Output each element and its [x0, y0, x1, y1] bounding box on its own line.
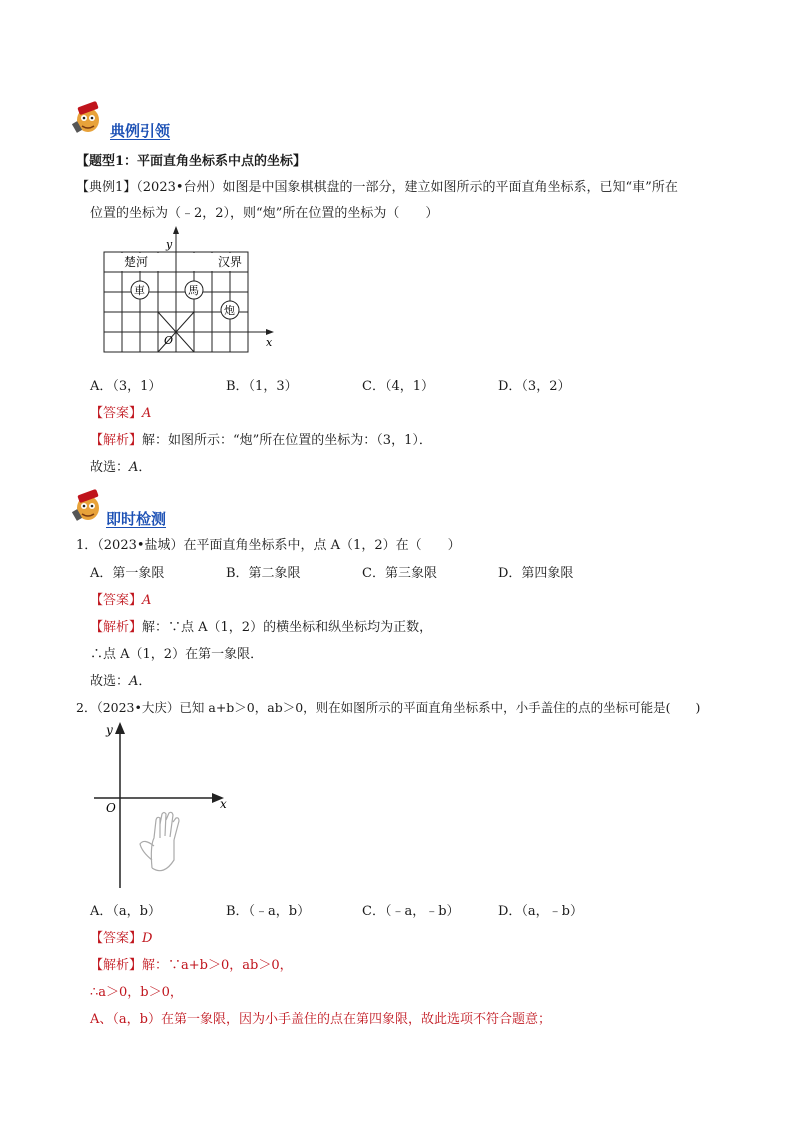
option-d: D．（3，2） — [498, 379, 571, 394]
q2-origin-label: O — [106, 801, 116, 815]
conclusion-prefix: 故选： — [90, 674, 130, 689]
answer-tag: 【答案】 — [90, 931, 143, 946]
analysis-text: 解：∵a+b＞0，ab＞0， — [142, 958, 293, 973]
analysis-text: 解：如图所示：“炮”所在位置的坐标为：（3，1）． — [142, 433, 432, 448]
q2-option-b: B．（﹣a，b） — [226, 904, 311, 919]
answer-value: A — [142, 406, 152, 421]
option-a: A．（3，1） — [90, 379, 162, 394]
q2-axes-figure — [94, 720, 244, 890]
origin-label: O — [164, 334, 174, 347]
conclusion-prefix: 故选： — [90, 460, 130, 475]
example-text-line2: 位置的坐标为（﹣2，2），则“炮”所在位置的坐标为（ ） — [90, 206, 439, 221]
conclusion-line — [90, 456, 151, 475]
q1-option-a: A．第一象限 — [90, 566, 165, 581]
answer-value: A — [142, 593, 152, 608]
q2-option-d: D．（a，﹣b） — [498, 904, 583, 919]
q2-analysis-line2: ∴a＞0，b＞0， — [90, 985, 183, 1000]
q2-answer-line — [90, 927, 152, 946]
q2-text: 2．（2023•大庆）已知 a+b＞0，ab＞0，则在如图所示的平面直角坐标系中，小手盖住的点的坐标可能是( ) — [76, 700, 701, 715]
option-b: B．（1，3） — [226, 379, 298, 394]
mascot-icon — [72, 486, 104, 528]
q1-analysis-line — [90, 616, 432, 635]
q1-analysis-line2: ∴点 A（1，2）在第一象限． — [90, 647, 264, 662]
q1-option-b: B．第二象限 — [226, 566, 301, 581]
piece-ma: 馬 — [188, 284, 199, 297]
q1-text: 1．（2023•盐城）在平面直角坐标系中，点 A（1，2）在（ ） — [76, 538, 461, 553]
q2-axis-y-label: y — [106, 723, 113, 737]
conclusion-suffix: ． — [138, 674, 152, 689]
q1-answer-line — [90, 589, 151, 608]
question-type-heading: 【题型1：平面直角坐标系中点的坐标】 — [76, 154, 307, 169]
answer-line — [90, 402, 151, 421]
piece-pao: 炮 — [224, 304, 235, 317]
hand-icon — [140, 812, 179, 870]
option-c: C．（4，1） — [362, 379, 434, 394]
q1-option-c: C．第三象限 — [362, 566, 437, 581]
conclusion-value: A — [129, 460, 139, 475]
example-text-line1: 【典例1】（2023•台州）如图是中国象棋棋盘的一部分，建立如图所示的平面直角坐标系，已知“車”所在 — [76, 180, 678, 195]
analysis-text: 解：∵点 A（1，2）的横坐标和纵坐标均为正数， — [142, 620, 433, 635]
analysis-tag: 【解析】 — [90, 958, 143, 973]
answer-tag: 【答案】 — [90, 406, 143, 421]
q1-option-d: D．第四象限 — [498, 566, 574, 581]
board-label-left: 楚河 — [124, 255, 149, 269]
q2-analysis-line — [90, 954, 293, 973]
section-title: 即时检测 — [106, 510, 167, 528]
axis-x-label: x — [266, 336, 273, 349]
section-title: 典例引领 — [110, 122, 171, 140]
board-label-right: 汉界 — [218, 255, 243, 269]
q2-option-c: C．（﹣a，﹣b） — [362, 904, 460, 919]
axis-y-label: y — [166, 238, 173, 251]
piece-che: 車 — [134, 284, 145, 297]
conclusion-suffix: ． — [138, 460, 152, 475]
answer-tag: 【答案】 — [90, 593, 143, 608]
answer-value: D — [142, 931, 153, 946]
q2-axis-x-label: x — [220, 797, 227, 811]
analysis-line — [90, 429, 432, 448]
chessboard-figure — [90, 224, 290, 356]
analysis-tag: 【解析】 — [90, 620, 143, 635]
q2-analysis-line3: A、（a，b）在第一象限，因为小手盖住的点在第四象限，故此选项不符合题意； — [90, 1012, 551, 1027]
conclusion-value: A — [129, 674, 139, 689]
mascot-icon — [72, 98, 104, 140]
analysis-tag: 【解析】 — [90, 433, 143, 448]
q2-option-a: A．（a，b） — [90, 904, 161, 919]
q1-conclusion-line — [90, 670, 151, 689]
